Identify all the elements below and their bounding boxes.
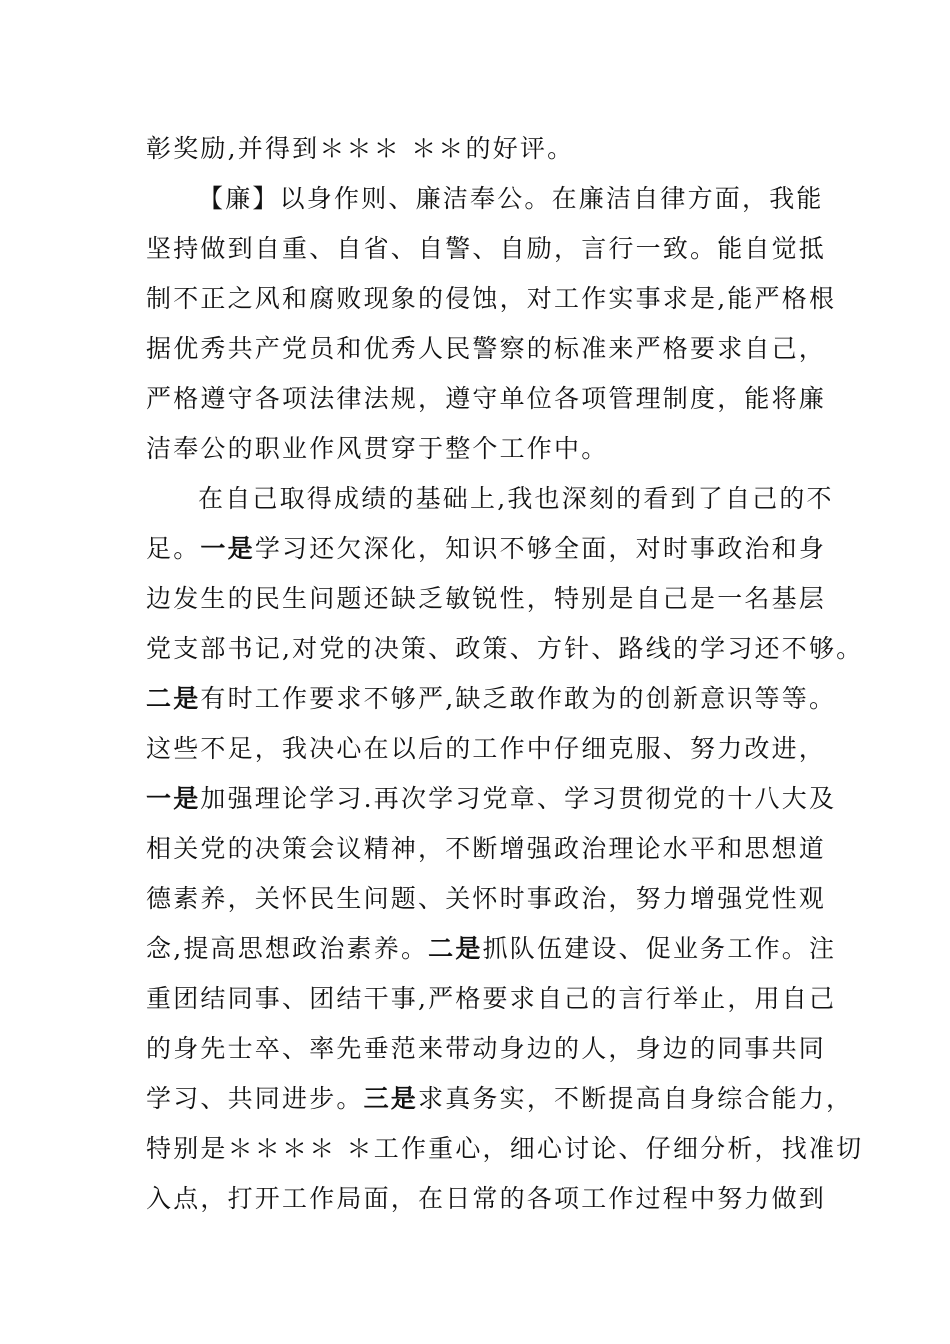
body-text: 党支部书记,对党的决策、政策、方针、路线的学习还不够。: [146, 634, 864, 663]
body-text: 德素养，关怀民生问题、关怀时事政治，努力增强党性观: [146, 884, 827, 913]
body-text: 抓队伍建设、促业务工作。注: [482, 934, 837, 963]
text-line: [146, 883, 826, 915]
body-text: 的身先士卒、率先垂范来带动身边的人，身边的同事共同: [146, 1034, 827, 1063]
text-line: [198, 483, 834, 515]
body-text: 边发生的民生问题还缺乏敏锐性，特别是自己是一名基层: [146, 584, 827, 613]
text-line: [146, 333, 826, 365]
body-text: 学习、共同进步。: [146, 1084, 364, 1113]
bold-marker-text: 二是: [428, 934, 483, 963]
text-line: [146, 1033, 826, 1065]
text-line: [146, 433, 608, 465]
text-line: [198, 183, 824, 215]
text-line: [146, 1183, 826, 1215]
body-text: 念,提高思想政治素养。: [146, 934, 429, 963]
body-text: 坚持做到自重、自省、自警、自励，言行一致。能自觉抵: [146, 234, 827, 263]
text-line: [146, 283, 836, 315]
body-text: 严格遵守各项法律法规，遵守单位各项管理制度，能将廉: [146, 384, 827, 413]
body-text: 【廉】以身作则、廉洁奉公。在廉洁自律方面，我能: [198, 184, 824, 213]
text-line: [146, 633, 863, 665]
body-text: 在自己取得成绩的基础上,我也深刻的看到了自己的不: [198, 484, 834, 513]
body-text: 重团结同事、团结干事,严格要求自己的言行举止，用自己: [146, 984, 837, 1013]
text-line: [146, 833, 826, 865]
text-line: [146, 533, 826, 565]
body-text: 足。: [146, 534, 201, 563]
body-text: 这些不足，我决心在以后的工作中仔细克服、努力改进，: [146, 734, 827, 763]
body-text: 求真务实，不断提高自身综合能力，: [418, 1084, 854, 1113]
body-text: 制不正之风和腐败现象的侵蚀，对工作实事求是,能严格根: [146, 284, 837, 313]
body-text: 特别是＊＊＊＊ ＊工作重心，细心讨论、仔细分析，找准切: [146, 1134, 864, 1163]
text-line: [146, 783, 836, 815]
text-line: [146, 233, 826, 265]
text-line: [146, 133, 574, 165]
body-text: 学习还欠深化，知识不够全面，对时事政治和身: [254, 534, 827, 563]
text-line: [146, 383, 826, 415]
text-line: [146, 733, 826, 765]
body-text: 彰奖励,并得到＊＊＊ ＊＊的好评。: [146, 134, 575, 163]
body-text: 据优秀共产党员和优秀人民警察的标准来严格要求自己，: [146, 334, 827, 363]
text-line: [146, 1083, 853, 1115]
text-line: [146, 1133, 863, 1165]
body-text: 相关党的决策会议精神，不断增强政治理论水平和思想道: [146, 834, 827, 863]
bold-marker-text: 一是: [200, 534, 255, 563]
text-line: [146, 983, 836, 1015]
bold-marker-text: 三是: [363, 1084, 419, 1113]
body-text: 洁奉公的职业作风贯穿于整个工作中。: [146, 434, 609, 463]
body-text: 加强理论学习.再次学习党章、学习贯彻党的十八大及: [200, 784, 837, 813]
body-text: 有时工作要求不够严,缺乏敢作敢为的创新意识等等。: [200, 684, 837, 713]
bold-marker-text: 二是: [146, 684, 201, 713]
bold-marker-text: 一是: [146, 784, 201, 813]
body-text: 入点，打开工作局面，在日常的各项工作过程中努力做到: [146, 1184, 827, 1213]
text-line: [146, 933, 836, 965]
text-line: [146, 583, 826, 615]
text-line: [146, 683, 836, 715]
